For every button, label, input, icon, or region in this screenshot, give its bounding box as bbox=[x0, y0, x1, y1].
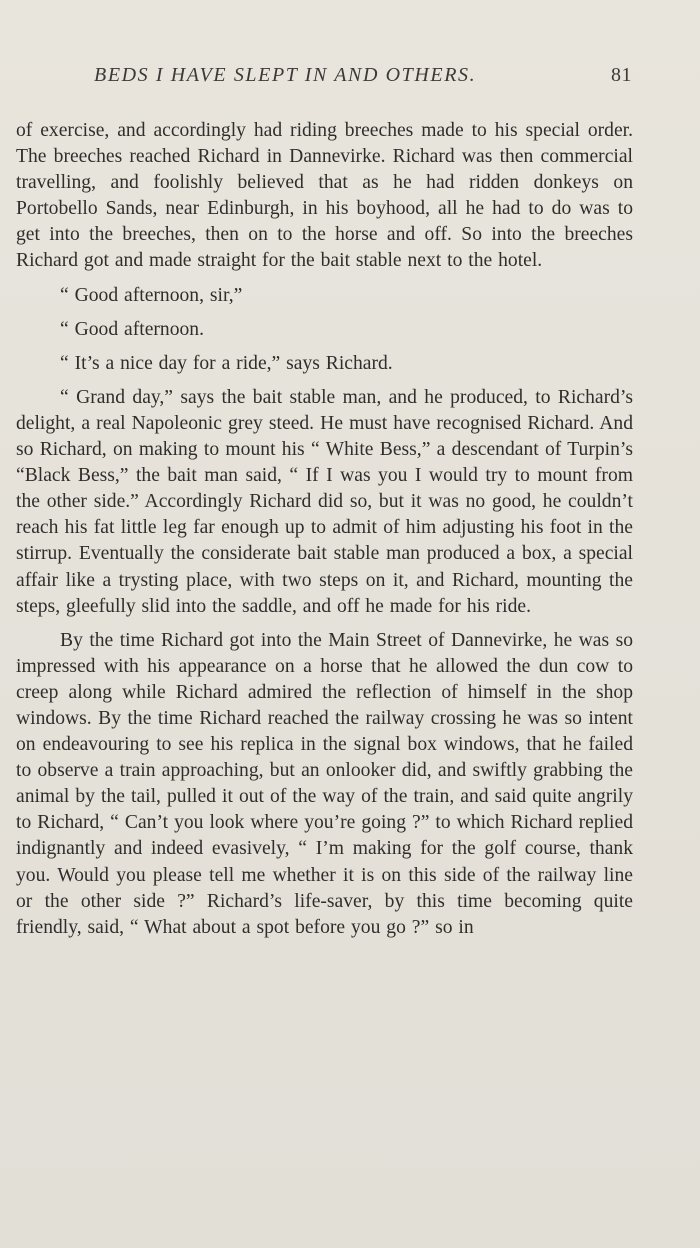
running-title: BEDS I HAVE SLEPT IN AND OTHERS. bbox=[94, 64, 477, 86]
page-number: 81 bbox=[611, 64, 632, 86]
paragraph-continuation: of exercise, and accordingly had riding breeches made to his special order. The breeches reached Richard in Dannevirke. Richard was then commercial travelling, and foolishly believed that as he had ridden donkeys on Portobello Sands, near Edinburgh, in his boyhood, all he had to do was to get into the breeches, then on to the horse and off. So into the breeches Richard got and made straight for the bait stable next to the hotel. bbox=[16, 120, 633, 272]
paragraph: “ Grand day,” says the bait stable man, and he produced, to Richard’s delight, a real Napoleonic grey steed. He must have recognised Richard. And so Richard, on making to mount his “ White Bess,” a descendant of Turpin’s “Black Bess,” the bait man said, “ If I was you I would try to mount from the other side.” Accordingly Richard did so, but it was no good, he couldn’t reach his fat little leg far enough up to admit of him adjusting his foot in the stirrup. Eventually the considerate bait stable man produced a box, a special affair like a trysting place, with two steps on it, and Richard, mounting the steps, gleefully slid into the saddle, and off he made for his ride. bbox=[16, 386, 633, 617]
body-text bbox=[16, 118, 633, 941]
dialogue-line: “ Good afternoon. bbox=[60, 318, 205, 340]
paragraph: By the time Richard got into the Main Street of Dannevirke, he was so impressed with his appearance on a horse that he allowed the dun cow to creep along while Richard admired the reflection of himself in the shop windows. By the time Richard reached the railway crossing he was so intent on endeavouring to see his replica in the signal box windows, that he failed to observe a train approaching, but an onlooker did, and swiftly grabbing the animal by the tail, pulled it out of the way of the train, and said quite angrily to Richard, “ Can’t you look where you’re going ?” to which Richard replied indignantly and indeed evasively, “ I’m making for the golf course, thank you. Would you please tell me whether it is on this side of the railway line or the other side ?” Richard’s life-saver, by this time becoming quite friendly, said, “ What about a spot before you go ?” so in bbox=[16, 629, 633, 938]
dialogue-line: “ It’s a nice day for a ride,” says Richard. bbox=[60, 352, 393, 374]
running-head bbox=[16, 62, 632, 92]
dialogue-line: “ Good afternoon, sir,” bbox=[60, 284, 243, 306]
